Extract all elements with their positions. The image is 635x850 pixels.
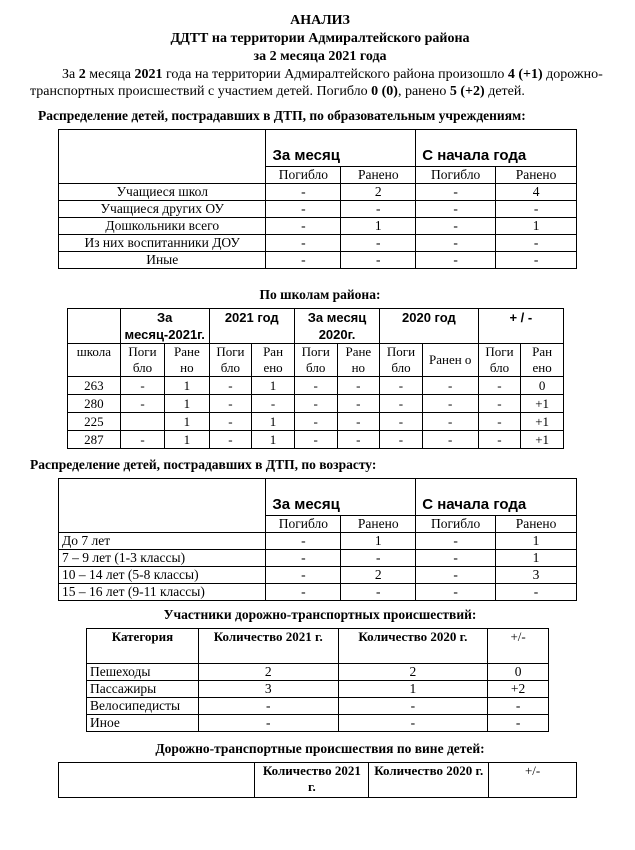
cell: -: [266, 218, 341, 235]
cell: -: [416, 533, 496, 550]
cell: -: [422, 431, 478, 449]
table2-subheader: Поги бло: [209, 344, 252, 377]
cell: -: [338, 698, 488, 715]
row-label: Из них воспитанники ДОУ: [59, 235, 266, 252]
row-label: Иное: [87, 715, 199, 732]
title-line-1: АНАЛИЗ: [290, 13, 350, 28]
table-row: [59, 584, 577, 601]
cell: -: [294, 377, 337, 395]
table2-group: + / -: [478, 309, 563, 344]
cell: -: [120, 377, 164, 395]
table1-subheader: Погибло: [266, 167, 341, 184]
row-label: Дошкольники всего: [59, 218, 266, 235]
cell: -: [478, 413, 521, 431]
cell: 1: [165, 377, 209, 395]
cell: -: [266, 550, 341, 567]
table1-subheader: Ранено: [496, 167, 577, 184]
row-label: До 7 лет: [59, 533, 266, 550]
table2-subheader: Ранен о: [422, 344, 478, 377]
table5-header: [59, 763, 255, 798]
cell: -: [266, 533, 341, 550]
intro-paragraph: За 2 месяца 2021 года на территории Адмиралтейского района произошло 4 (+1) дорожно-транспортных происшествий с участием детей. Погибло 0 (0), ранено 5 (+2) детей.: [30, 67, 603, 99]
table-by-school: [67, 308, 564, 449]
table-by-institution: [58, 129, 577, 269]
table-row: [59, 235, 577, 252]
row-label: Пассажиры: [87, 681, 199, 698]
row-label: Велосипедисты: [87, 698, 199, 715]
cell: -: [341, 201, 416, 218]
table3-subheader: Погибло: [266, 516, 341, 533]
row-label: Пешеходы: [87, 664, 199, 681]
cell: -: [416, 567, 496, 584]
cell: -: [496, 252, 577, 269]
cell: -: [209, 377, 252, 395]
title-line-2: ДДТТ на территории Адмиралтейского района: [170, 31, 470, 46]
cell: -: [422, 413, 478, 431]
table3-subheader: Погибло: [416, 516, 496, 533]
table1-subheader: Погибло: [416, 167, 496, 184]
table2-group: За месяц-2021г.: [120, 309, 209, 344]
table3-subheader: Ранено: [341, 516, 416, 533]
cell: +1: [521, 395, 564, 413]
cell: 2: [341, 567, 416, 584]
table-row: [59, 533, 577, 550]
cell: -: [337, 431, 380, 449]
cell: -: [209, 413, 252, 431]
table1-subheader: Ранено: [341, 167, 416, 184]
cell: -: [380, 413, 423, 431]
table-row: [59, 252, 577, 269]
table2-subheader: Поги бло: [380, 344, 423, 377]
cell: -: [337, 413, 380, 431]
cell: -: [266, 252, 341, 269]
table2-subheader: Поги бло: [120, 344, 164, 377]
cell: -: [488, 715, 549, 732]
table2-group: За месяц 2020г.: [294, 309, 379, 344]
cell: -: [294, 431, 337, 449]
cell: 2: [338, 664, 488, 681]
cell: -: [422, 395, 478, 413]
table-row: [59, 567, 577, 584]
cell: 1: [252, 413, 295, 431]
school-number: 287: [68, 431, 121, 449]
cell: -: [198, 698, 338, 715]
table1-group-month: За месяц: [266, 130, 416, 167]
table-row: [87, 698, 549, 715]
cell: -: [341, 550, 416, 567]
row-label: 15 – 16 лет (9-11 классы): [59, 584, 266, 601]
cell: 1: [165, 395, 209, 413]
table2-title: По школам района:: [259, 287, 381, 302]
document-page: [30, 12, 610, 798]
row-label: 7 – 9 лет (1-3 классы): [59, 550, 266, 567]
table-row: [68, 377, 564, 395]
row-label: 10 – 14 лет (5-8 классы): [59, 567, 266, 584]
cell: -: [416, 235, 496, 252]
cell: -: [416, 584, 496, 601]
cell: 1: [341, 533, 416, 550]
cell: -: [209, 395, 252, 413]
table-row: [68, 431, 564, 449]
cell: -: [198, 715, 338, 732]
cell: -: [478, 431, 521, 449]
cell: +1: [521, 413, 564, 431]
cell: -: [422, 377, 478, 395]
table1-corner: [59, 130, 266, 184]
table5-header: Количество 2020 г.: [369, 763, 489, 798]
cell: 1: [252, 377, 295, 395]
cell: 3: [496, 567, 577, 584]
cell: -: [416, 201, 496, 218]
table-row: [87, 664, 549, 681]
row-label: Учащиеся школ: [59, 184, 266, 201]
cell: -: [488, 698, 549, 715]
table-row: [87, 715, 549, 732]
cell: -: [120, 431, 164, 449]
cell: 1: [338, 681, 488, 698]
table5-header: +/-: [489, 763, 577, 798]
cell: -: [478, 377, 521, 395]
school-number: 225: [68, 413, 121, 431]
cell: 1: [341, 218, 416, 235]
cell: -: [209, 431, 252, 449]
table-row: [68, 395, 564, 413]
cell: -: [416, 550, 496, 567]
cell: -: [496, 235, 577, 252]
cell: -: [338, 715, 488, 732]
table2-subheader: Поги бло: [294, 344, 337, 377]
cell: 4: [496, 184, 577, 201]
table-row: [68, 413, 564, 431]
table4-header: Количество 2020 г.: [338, 629, 488, 664]
cell: -: [337, 395, 380, 413]
table2-subheader: Поги бло: [478, 344, 521, 377]
table2-group: 2020 год: [380, 309, 478, 344]
table2-subheader: Ране но: [165, 344, 209, 377]
cell: [120, 413, 164, 431]
table5-header: Количество 2021 г.: [255, 763, 369, 798]
row-label: Учащиеся других ОУ: [59, 201, 266, 218]
cell: -: [294, 413, 337, 431]
school-number: 280: [68, 395, 121, 413]
cell: -: [266, 201, 341, 218]
row-label: Иные: [59, 252, 266, 269]
cell: 3: [198, 681, 338, 698]
cell: -: [252, 395, 295, 413]
cell: -: [266, 235, 341, 252]
cell: 0: [521, 377, 564, 395]
cell: -: [266, 567, 341, 584]
school-number: 263: [68, 377, 121, 395]
cell: -: [380, 431, 423, 449]
cell: -: [120, 395, 164, 413]
table-row: [59, 201, 577, 218]
table4-header: +/-: [488, 629, 549, 664]
table1-title: Распределение детей, пострадавших в ДТП, по образовательным учреждениям:: [38, 108, 526, 123]
table-by-age: [58, 478, 577, 601]
cell: 1: [496, 550, 577, 567]
table2-corner: [68, 309, 121, 344]
cell: -: [341, 252, 416, 269]
title-line-3: за 2 месяца 2021 года: [253, 49, 387, 64]
table2-school-header: школа: [68, 344, 121, 377]
table-children-fault: [58, 762, 577, 798]
table2-subheader: Ран ено: [252, 344, 295, 377]
cell: -: [266, 584, 341, 601]
cell: -: [496, 584, 577, 601]
table3-group-year: С начала года: [416, 479, 577, 516]
cell: -: [416, 252, 496, 269]
table4-title: Участники дорожно-транспортных происшествий:: [163, 607, 477, 622]
cell: 1: [496, 218, 577, 235]
table1-group-year: С начала года: [416, 130, 577, 167]
table-row: [59, 550, 577, 567]
cell: 1: [165, 413, 209, 431]
cell: 2: [198, 664, 338, 681]
cell: 1: [496, 533, 577, 550]
table5-title: Дорожно-транспортные происшествия по вине детей:: [155, 741, 485, 756]
table3-corner: [59, 479, 266, 533]
cell: +2: [488, 681, 549, 698]
cell: 2: [341, 184, 416, 201]
table3-subheader: Ранено: [496, 516, 577, 533]
table4-header: Категория: [87, 629, 199, 664]
table4-header: Количество 2021 г.: [198, 629, 338, 664]
table2-group: 2021 год: [209, 309, 294, 344]
cell: 1: [165, 431, 209, 449]
table-row: [59, 184, 577, 201]
cell: -: [416, 184, 496, 201]
table2-subheader: Ран ено: [521, 344, 564, 377]
cell: -: [380, 377, 423, 395]
cell: -: [341, 584, 416, 601]
cell: -: [380, 395, 423, 413]
cell: -: [266, 184, 341, 201]
table2-subheader: Ране но: [337, 344, 380, 377]
cell: 1: [252, 431, 295, 449]
cell: -: [478, 395, 521, 413]
table3-group-month: За месяц: [266, 479, 416, 516]
cell: +1: [521, 431, 564, 449]
cell: -: [341, 235, 416, 252]
table3-title: Распределение детей, пострадавших в ДТП, по возрасту:: [30, 457, 377, 472]
table-row: [59, 218, 577, 235]
table-participants: [86, 628, 549, 732]
cell: -: [294, 395, 337, 413]
cell: 0: [488, 664, 549, 681]
doc-title: [30, 12, 610, 66]
table-row: [87, 681, 549, 698]
cell: -: [337, 377, 380, 395]
cell: -: [496, 201, 577, 218]
cell: -: [416, 218, 496, 235]
